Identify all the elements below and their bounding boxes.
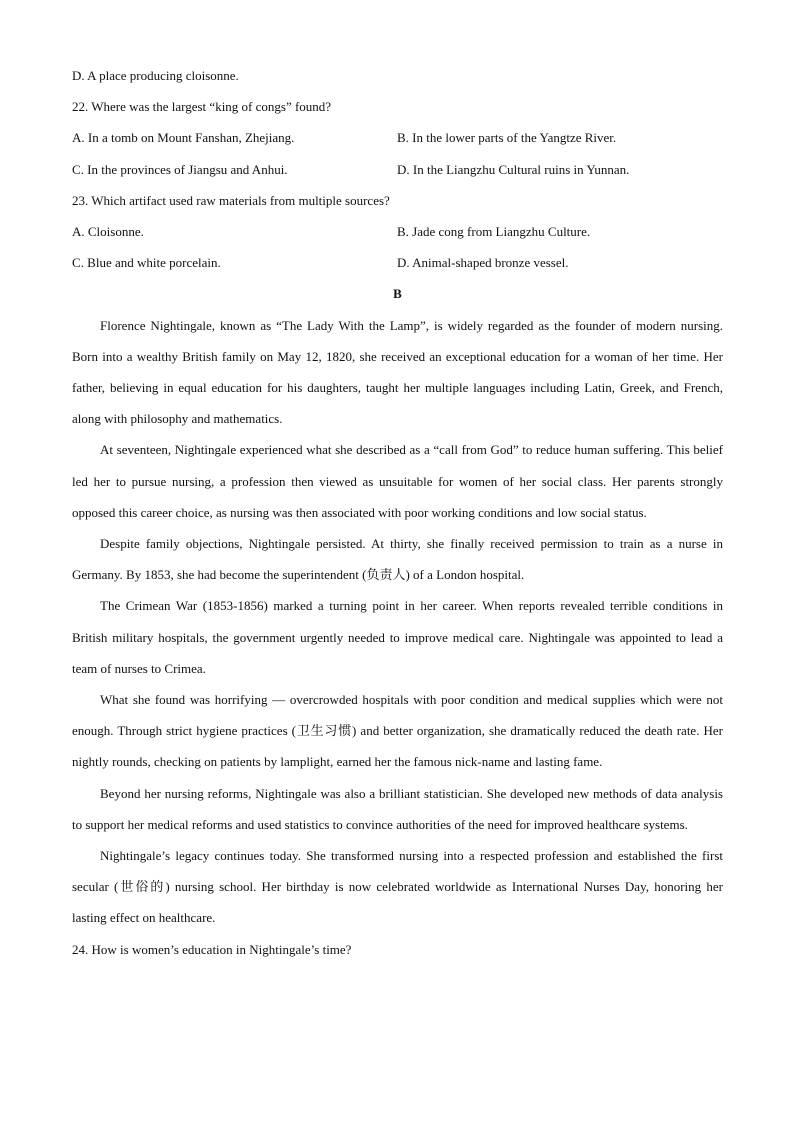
q23-options-row-2 (72, 247, 723, 278)
passage-paragraph-4: The Crimean War (1853-1856) marked a turning point in her career. When reports revealed terrible conditions in British military hospitals, the government urgently needed to improve medical care. Nightingale was appointed to lead a team of nurses to Crimea. (72, 598, 723, 676)
q24-question: 24. How is women’s education in Nightingale’s time? (72, 941, 352, 957)
passage-paragraph-7: Nightingale’s legacy continues today. She transformed nursing into a respected profession and established the first secular (世俗的) nursing school. Her birthday is now celebrated worldwide as International Nurses Day, honoring her lasting effect on healthcare. (72, 847, 723, 926)
passage-paragraph-3: Despite family objections, Nightingale persisted. At thirty, she finally received permission to train as a nurse in Germany. By 1853, she had become the superintendent (负责人) of a London hospital. (72, 535, 723, 583)
q22-option-d: D. In the Liangzhu Cultural ruins in Yunnan. (397, 161, 630, 177)
q22-options-row-1 (72, 122, 723, 153)
passage-paragraph-5: What she found was horrifying — overcrowded hospitals with poor condition and medical supplies which were not enough. Through strict hygiene practices (卫生习惯) and better organization, she dramatically reduced the death rate. Her nightly rounds, checking on patients by lamplight, earned her the famous nick-name and lasting fame. (72, 691, 723, 770)
q23-question: 23. Which artifact used raw materials from multiple sources? (72, 192, 390, 208)
q22-option-a: A. In a tomb on Mount Fanshan, Zhejiang. (72, 130, 295, 146)
q22-option-b: B. In the lower parts of the Yangtze River. (397, 130, 617, 146)
q23-option-d: D. Animal-shaped bronze vessel. (397, 255, 569, 271)
passage-paragraph-2: At seventeen, Nightingale experienced what she described as a “call from God” to reduce human suffering. This belief led her to pursue nursing, a profession then viewed as unsuitable for women of her social class. Her parents strongly opposed this career choice, as nursing was then associated with poor working conditions and low social status. (72, 442, 723, 520)
q22-options-row-2 (72, 154, 723, 185)
q23-option-b: B. Jade cong from Liangzhu Culture. (397, 223, 591, 239)
passage-paragraph-6: Beyond her nursing reforms, Nightingale was also a brilliant statistician. She developed new methods of data analysis to support her medical reforms and used statistics to convince authorities of the need for improved healthcare systems. (72, 785, 723, 832)
q22-question: 22. Where was the largest “king of congs” found? (72, 99, 332, 115)
section-b-heading: B (393, 286, 402, 302)
document-page (72, 60, 723, 965)
q23-option-a: A. Cloisonne. (72, 223, 144, 239)
q23-options-row-1 (72, 216, 723, 247)
q23-option-c: C. Blue and white porcelain. (72, 255, 221, 271)
passage-paragraph-1: Florence Nightingale, known as “The Lady With the Lamp”, is widely regarded as the founder of modern nursing. Born into a wealthy British family on May 12, 1820, she received an exceptional education for a woman of her time. Her father, believing in equal education for his daughters, taught her multiple languages including Latin, Greek, and French, along with philosophy and mathematics. (72, 317, 723, 427)
q21-option-d: D. A place producing cloisonne. (72, 68, 239, 83)
q22-option-c: C. In the provinces of Jiangsu and Anhui. (72, 161, 288, 177)
